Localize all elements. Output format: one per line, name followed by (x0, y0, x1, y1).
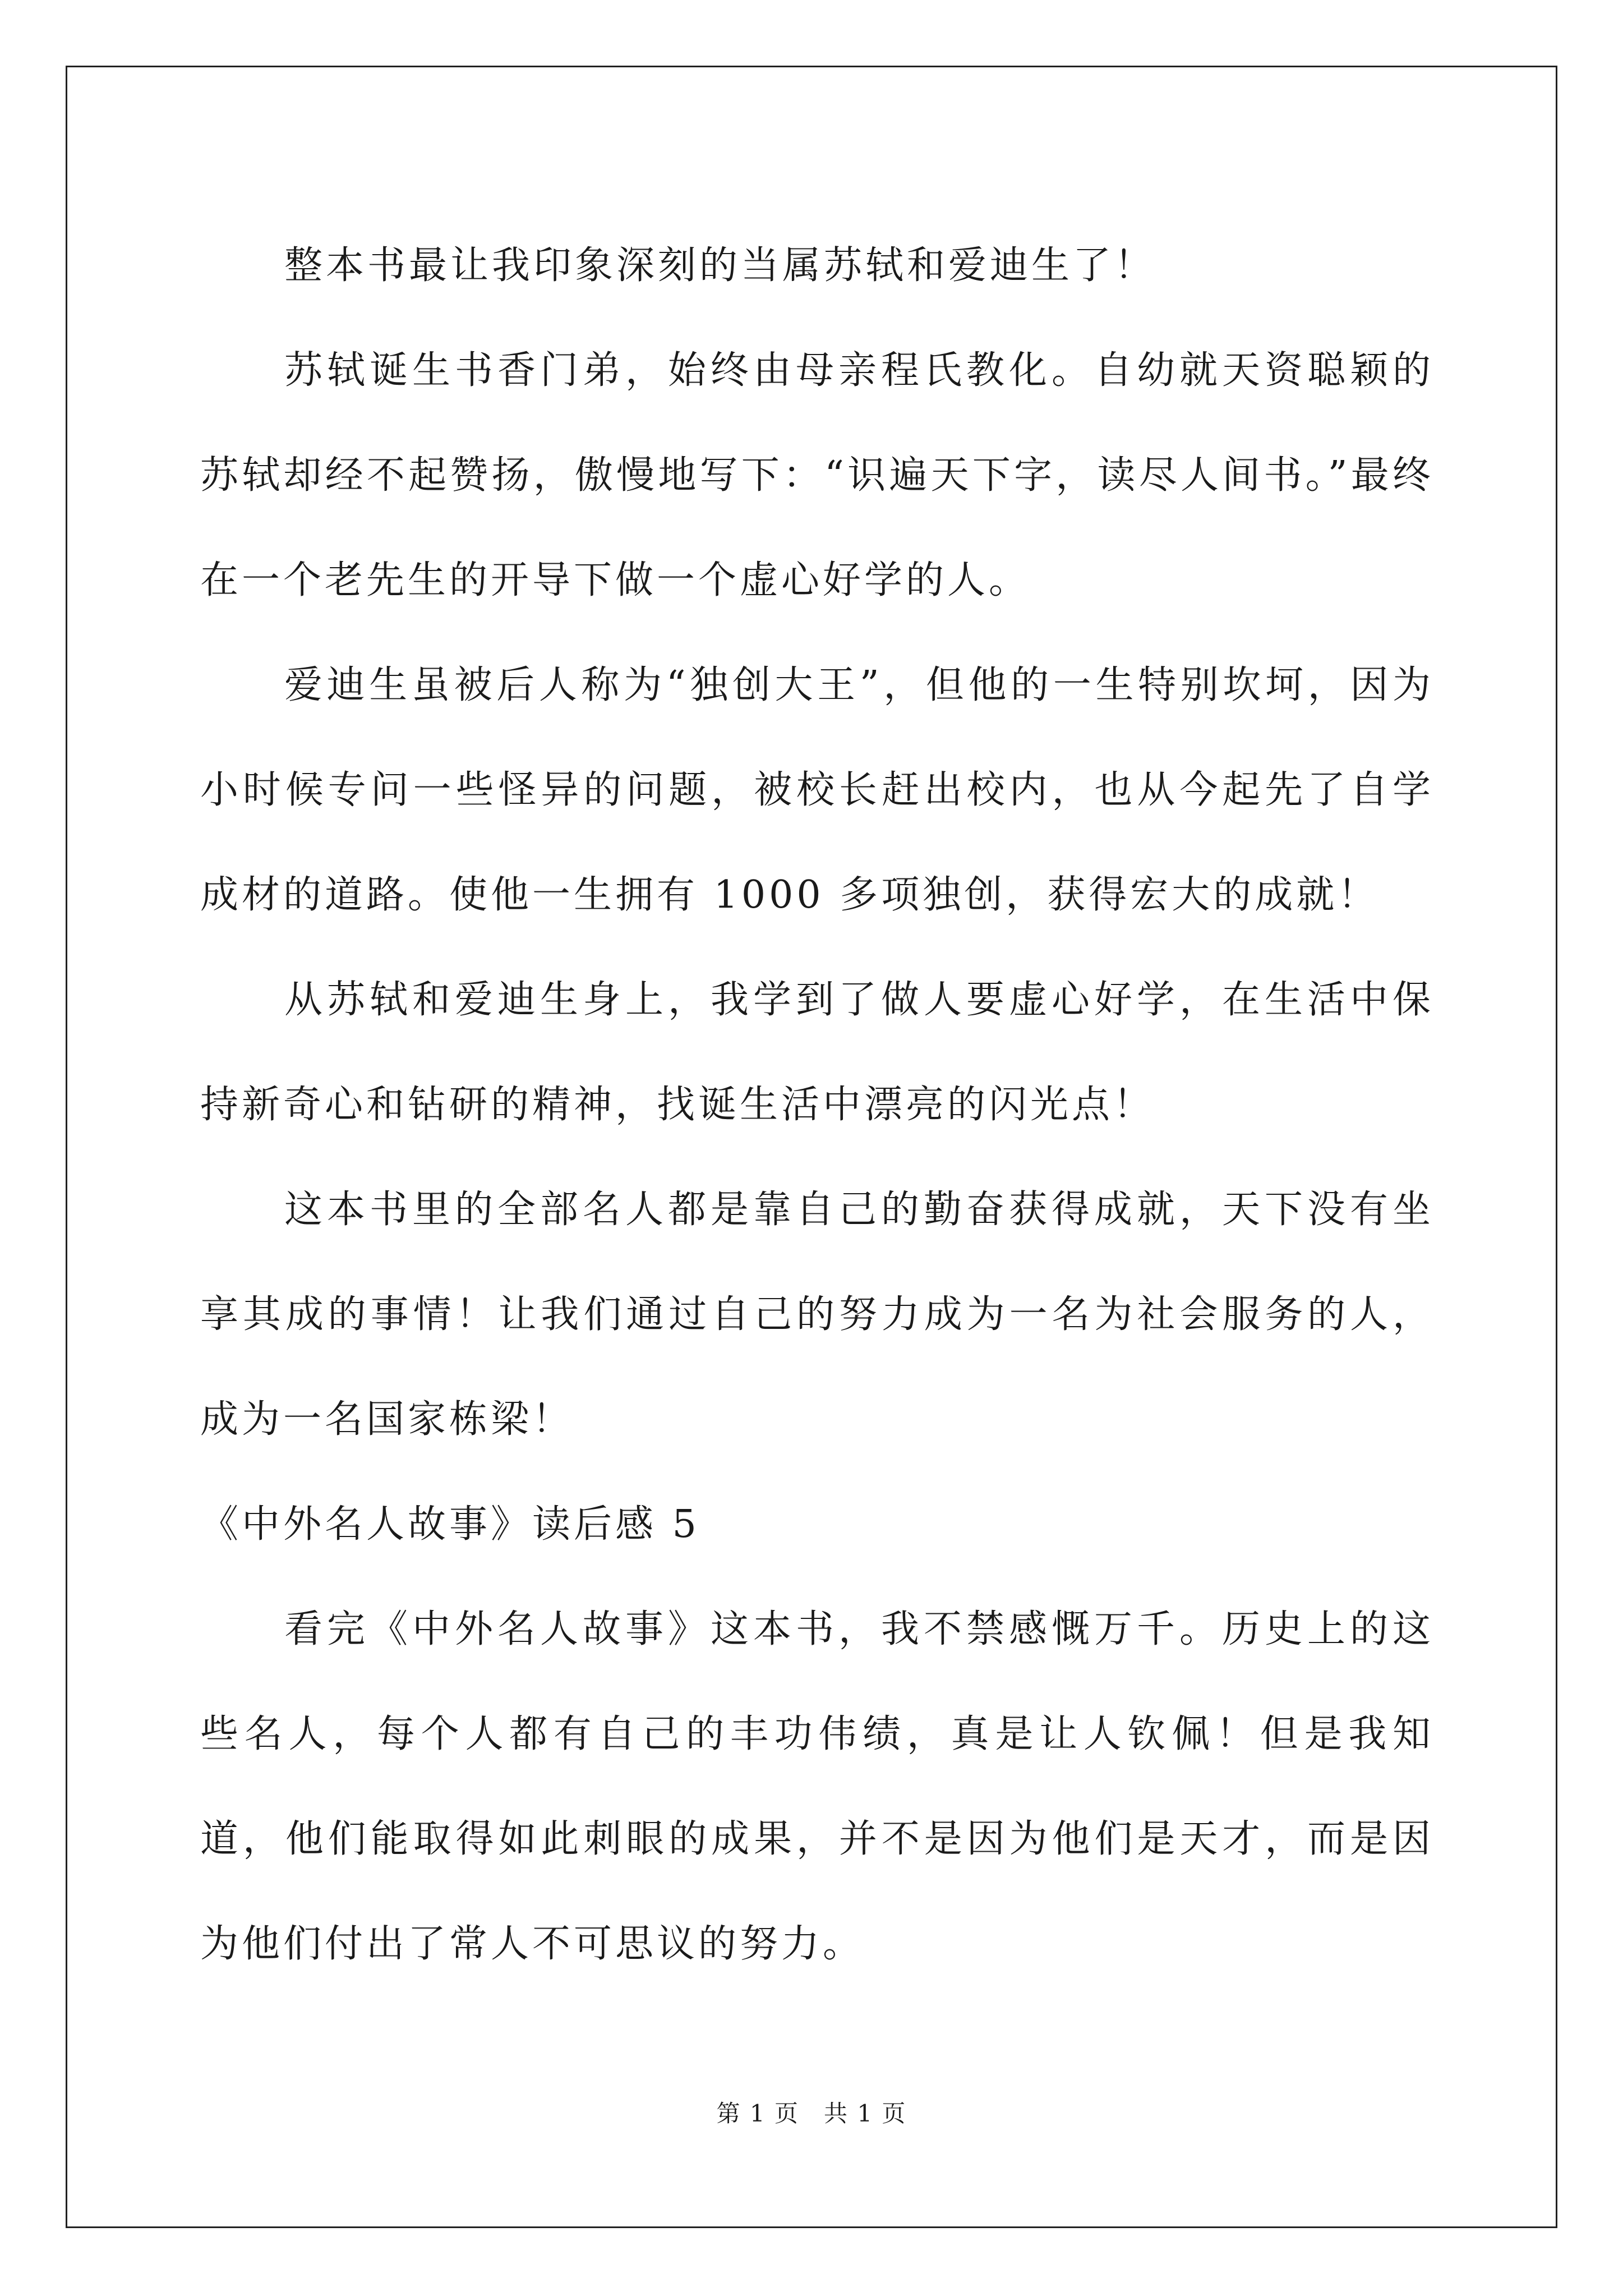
paragraph-4: 从苏轼和爱迪生身上，我学到了做人要虚心好学，在生活中保持新奇心和钻研的精神，找诞生活中漂亮的闪光点！ (200, 978, 1434, 1127)
paragraph-5: 这本书里的全部名人都是靠自己的勤奋获得成就，天下没有坐享其成的事情！让我们通过自己的努力成为一名为社会服务的人，成为一名国家栋梁！ (200, 1188, 1434, 1442)
document-body (200, 213, 1434, 1996)
section-paragraph-1: 看完《中外名人故事》这本书，我不禁感慨万千。历史上的这些名人，每个人都有自己的丰功伟绩，真是让人钦佩！但是我知道，他们能取得如此刺眼的成果，并不是因为他们是天才，而是因为他们付出了常人不可思议的努力。 (200, 1607, 1434, 1966)
section-heading: 《中外名人故事》读后感 5 (200, 1502, 700, 1547)
paragraph-2: 苏轼诞生书香门弟，始终由母亲程氏教化。自幼就天资聪颖的苏轼却经不起赞扬，傲慢地写下：“识遍天下字，读尽人间书。”最终在一个老先生的开导下做一个虚心好学的人。 (200, 348, 1434, 602)
paragraph-1: 整本书最让我印象深刻的当属苏轼和爱迪生了！ (284, 243, 1156, 288)
paragraph-3: 爱迪生虽被后人称为“独创大王”，但他的一生特别坎坷，因为小时候专问一些怪异的问题，被校长赶出校内，也从今起先了自学成材的道路。使他一生拥有 1000 多项独创，获得宏大的成就！ (200, 663, 1434, 917)
page-footer: 第 1 页 共 1 页 (716, 2100, 907, 2127)
